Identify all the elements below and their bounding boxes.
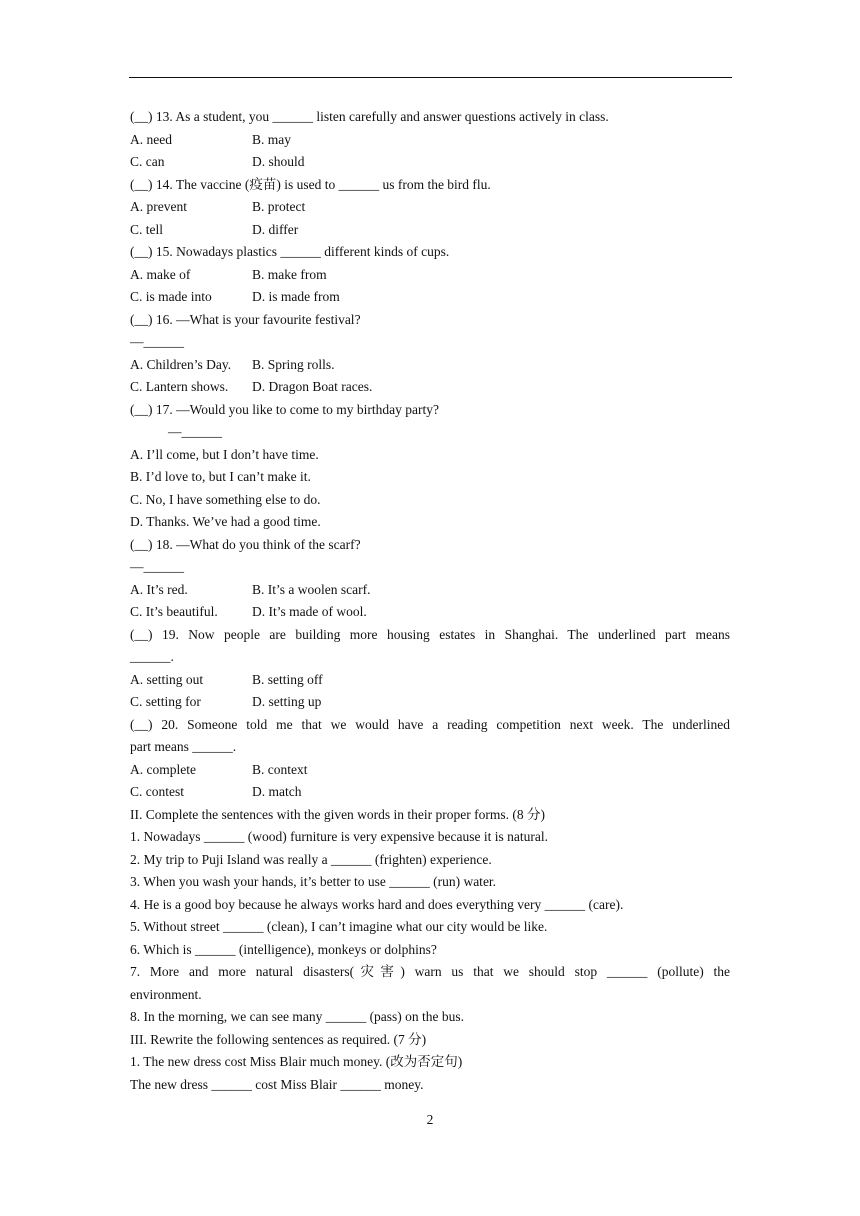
answer-blank: —______	[130, 559, 184, 574]
option: B. may	[252, 131, 291, 147]
sentence-item: 5. Without street ______ (clean), I can’t imagine what our city would be like.	[130, 919, 548, 934]
answer-blank: —______	[130, 334, 184, 349]
option: A. I’ll come, but I don’t have time.	[130, 446, 319, 462]
option: D. is made from	[252, 289, 340, 304]
option: B. setting off	[252, 671, 323, 687]
option: C. is made into	[130, 289, 212, 304]
option: D. should	[252, 154, 305, 169]
rewrite-item: 1. The new dress cost Miss Blair much money. (改为否定句)	[130, 1054, 463, 1069]
option: C. contest	[130, 784, 184, 799]
option: D. It’s made of wool.	[252, 604, 367, 619]
answer-blank: —______	[168, 424, 222, 439]
option: D. match	[252, 784, 302, 799]
sentence-item: 6. Which is ______ (intelligence), monkeys or dolphins?	[130, 941, 437, 957]
option: B. context	[252, 761, 308, 777]
option: A. Children’s Day.	[130, 356, 232, 372]
option: D. Thanks. We’ve had a good time.	[130, 514, 321, 529]
sentence-item: 2. My trip to Puji Island was really a ______ (frighten) experience.	[130, 851, 492, 867]
option: A. need	[130, 131, 172, 147]
option: A. setting out	[130, 671, 204, 687]
option: C. No, I have something else to do.	[130, 491, 321, 507]
question-17: (__) 17. —Would you like to come to my birthday party?	[130, 401, 439, 417]
document-body	[130, 106, 730, 1096]
option: C. Lantern shows.	[130, 379, 229, 394]
sentence-item: 4. He is a good boy because he always works hard and does everything very ______ (care).	[130, 896, 624, 912]
question-18: (__) 18. —What do you think of the scarf?	[130, 536, 361, 552]
option: A. prevent	[130, 199, 187, 214]
question-15: (__) 15. Nowadays plastics ______ different kinds of cups.	[130, 244, 450, 259]
sentence-item: 1. Nowadays ______ (wood) furniture is very expensive because it is natural.	[130, 829, 549, 844]
option: B. Spring rolls.	[252, 356, 335, 372]
question-14: (__) 14. The vaccine (疫苗) is used to ______ us from the bird flu.	[130, 176, 491, 192]
sentence-item: 3. When you wash your hands, it’s better to use ______ (run) water.	[130, 874, 497, 889]
option: D. Dragon Boat races.	[252, 379, 373, 394]
option: A. make of	[130, 266, 191, 282]
option: C. tell	[130, 221, 163, 237]
option: A. complete	[130, 761, 196, 777]
option: B. make from	[252, 266, 327, 282]
option: B. It’s a woolen scarf.	[252, 581, 371, 597]
section-3-heading: III. Rewrite the following sentences as required. (7 分)	[130, 1031, 427, 1047]
question-19-continued: ______.	[130, 649, 174, 664]
question-20-continued: part means ______.	[130, 739, 237, 754]
rewrite-answer: The new dress ______ cost Miss Blair ______ money.	[130, 1076, 424, 1092]
sentence-item: 7. More and more natural disasters(灾害) warn us that we should stop ______ (pollute) the	[130, 964, 730, 979]
option: C. can	[130, 154, 165, 169]
option: B. protect	[252, 199, 306, 214]
question-20: (__) 20. Someone told me that we would have a reading competition next week. The underlined	[130, 716, 730, 732]
question-16: (__) 16. —What is your favourite festival?	[130, 311, 361, 327]
option: D. differ	[252, 221, 299, 237]
option: C. setting for	[130, 694, 201, 709]
question-19: (__) 19. Now people are building more housing estates in Shanghai. The underlined part means	[130, 626, 730, 642]
header-rule	[129, 77, 732, 78]
sentence-item-continued: environment.	[130, 986, 202, 1002]
option: B. I’d love to, but I can’t make it.	[130, 469, 311, 484]
section-2-heading: II. Complete the sentences with the given words in their proper forms. (8 分)	[130, 806, 546, 822]
option: C. It’s beautiful.	[130, 604, 218, 619]
option: A. It’s red.	[130, 581, 188, 597]
sentence-item: 8. In the morning, we can see many ______ (pass) on the bus.	[130, 1009, 465, 1024]
question-13: (__) 13. As a student, you ______ listen carefully and answer questions actively in class.	[130, 109, 609, 124]
option: D. setting up	[252, 694, 322, 709]
page-number: 2	[426, 1112, 434, 1127]
